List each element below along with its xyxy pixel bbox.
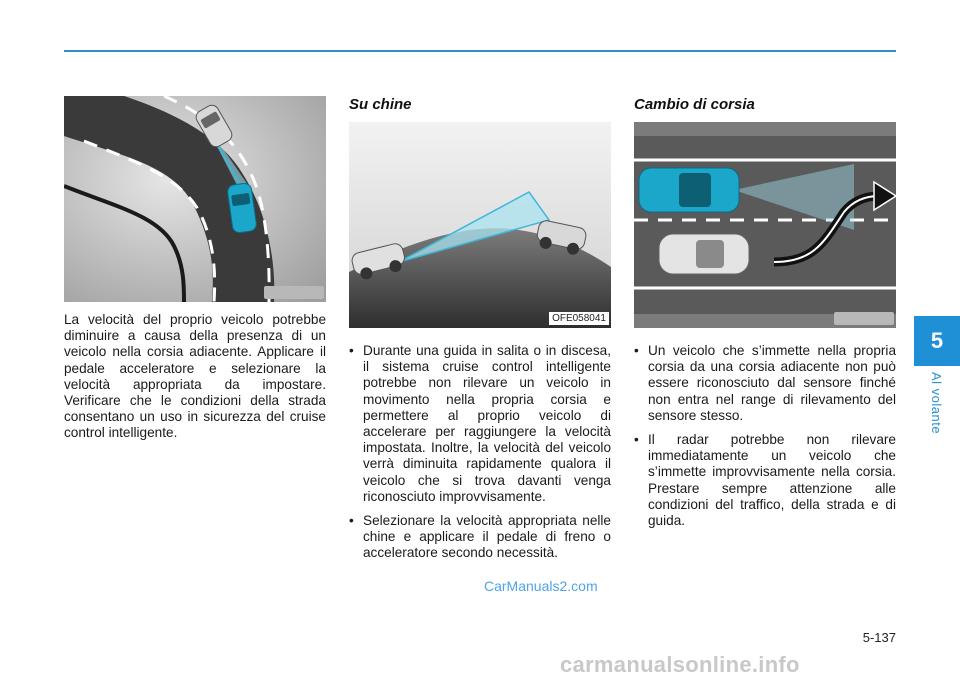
page-number: 5-137	[862, 630, 896, 645]
figure-code-label: OFE058042	[834, 312, 894, 325]
watermark-footer: carmanualsonline.info	[560, 652, 800, 677]
watermark-site: CarManuals2.com	[484, 578, 598, 594]
section-heading-lane-change: Cambio di corsia	[634, 96, 755, 113]
section-heading-slopes: Su chine	[349, 96, 412, 113]
figure-code-label: OFE058041	[549, 312, 609, 325]
bullet-list	[634, 343, 896, 529]
list-item: • Durante una guida in salita o in discesa, il sistema cruise control intelligente potrebbe non rilevare un veicolo in movimento nella propria corsia e permettere al proprio veicolo di accelerare per raggiungere la velocità impostata. Inoltre, la velocità del veicolo verrà diminuita rapidamente qualora il veicolo che si trova davanti venga riconosciuto improvvisamente.	[349, 343, 611, 505]
figure-curved-road	[64, 96, 326, 302]
body-paragraph: La velocità del proprio veicolo potrebbe diminuire a causa della presenza di un veicolo nella corsia adiacente. Applicare il pedale acceleratore e selezionare la velocità appropriata da impostare. Verificare che le condizioni della strada consentano un uso in sicurezza del cruise control intelligente.	[64, 312, 326, 441]
column-lane-change	[634, 96, 896, 537]
header-rule	[64, 50, 896, 52]
figure-code-label: OFE058040	[264, 286, 324, 299]
figure-lane-change	[634, 122, 896, 328]
chapter-number: 5	[930, 328, 944, 353]
bullet-list	[349, 343, 611, 562]
chapter-tab[interactable]	[914, 316, 960, 366]
list-item: • Il radar potrebbe non rilevare immediatamente un veicolo che s’immette improvvisamente nella corsia. Prestare sempre attenzione alle condizioni del traffico, della strada e di guida.	[634, 432, 896, 529]
column-slopes	[349, 96, 611, 570]
list-item: • Un veicolo che s’immette nella propria corsia da una corsia adiacente non può essere riconosciuto dal sensore finché non entra nel range di rilevamento del sensore stesso.	[634, 343, 896, 424]
list-item: • Selezionare la velocità appropriata nelle chine e applicare il pedale di freno o acceleratore secondo necessità.	[349, 513, 611, 562]
figure-hill	[349, 122, 611, 328]
column-curve	[64, 96, 326, 442]
lane-change-illustration	[634, 122, 896, 328]
hill-illustration	[349, 122, 611, 328]
chapter-label: Al volante	[929, 372, 944, 435]
curved-road-illustration	[64, 96, 326, 302]
